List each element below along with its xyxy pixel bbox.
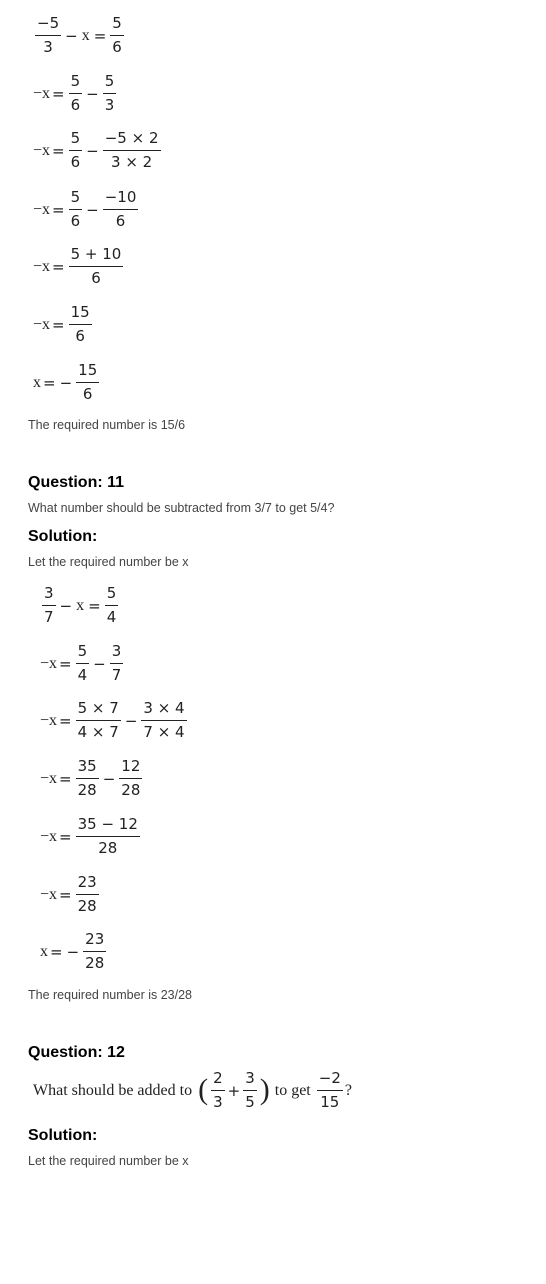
fraction [103, 74, 117, 113]
fraction-numerator: 5 [69, 190, 83, 210]
fraction [105, 586, 119, 625]
fraction-denominator: 28 [85, 954, 105, 972]
fraction-numerator: 3 [42, 586, 56, 606]
operator: = [52, 257, 65, 276]
operator: = [93, 26, 107, 45]
equation-lhs: −x [40, 711, 58, 729]
fraction [83, 932, 106, 971]
equation-lhs: −x [33, 315, 51, 333]
q12-fraction-c [317, 1071, 343, 1110]
fraction [110, 644, 124, 683]
fraction-denominator: 7 [111, 666, 122, 684]
equation-step [40, 586, 120, 625]
fraction-denominator: 7 [44, 608, 54, 626]
q12-solution-heading: Solution: [28, 1127, 98, 1144]
q11-solution-heading: Solution: [28, 528, 98, 545]
fraction-denominator: 3 × 2 [111, 153, 153, 171]
q12-fraction-a [211, 1071, 225, 1110]
fraction [69, 74, 83, 113]
operator: = [50, 942, 63, 961]
fraction-denominator: 3 [43, 38, 53, 56]
fraction-numerator: 5 [103, 74, 117, 94]
fraction-denominator: 6 [82, 385, 93, 403]
fraction [110, 16, 124, 55]
q12-fraction-a-num: 2 [211, 1071, 225, 1091]
equation-step [33, 305, 94, 344]
operator: = [59, 711, 72, 730]
operator: − [102, 769, 116, 788]
fraction-numerator: 3 × 4 [141, 701, 186, 721]
fraction-denominator: 6 [70, 153, 81, 171]
operator: − [59, 596, 73, 615]
fraction-denominator: 28 [77, 897, 97, 915]
fraction-denominator: 6 [70, 96, 81, 114]
q12-question-mid: to get [274, 1081, 311, 1099]
operator: − [86, 84, 99, 103]
operator: = [43, 373, 56, 392]
operator: − [124, 711, 138, 730]
fraction-denominator: 28 [98, 839, 118, 857]
q12-fraction-c-den: 15 [320, 1093, 340, 1111]
fraction [76, 363, 99, 402]
q12-question-end: ? [344, 1081, 352, 1099]
operator: = [52, 315, 65, 334]
operator: = [88, 596, 101, 615]
variable: x [81, 26, 90, 44]
fraction-denominator: 28 [121, 781, 141, 799]
equation-lhs: −x [33, 257, 51, 275]
fraction [141, 701, 186, 740]
q11-heading: Question: 11 [28, 474, 125, 491]
q12-paren-close: ) [259, 1072, 270, 1106]
operator: − [93, 654, 106, 673]
q12-heading: Question: 12 [28, 1044, 125, 1061]
equation-step [33, 16, 126, 55]
fraction [69, 305, 92, 344]
q12-question-pre: What should be added to [33, 1081, 193, 1099]
equation-lhs: −x [40, 885, 58, 903]
variable: x [76, 596, 85, 614]
fraction-numerator: 23 [76, 875, 99, 895]
operator: = [59, 885, 72, 904]
fraction-numerator: 5 × 7 [76, 701, 121, 721]
equation-lhs: −x [40, 827, 58, 845]
fraction-denominator: 6 [75, 327, 85, 345]
fraction-numerator: 15 [76, 363, 99, 383]
q12-fraction-b [243, 1071, 257, 1110]
fraction [119, 759, 142, 798]
equation-step [40, 701, 189, 740]
fraction [76, 701, 121, 740]
q12-paren-open: ( [198, 1072, 209, 1106]
equation-lhs: −x [33, 200, 51, 218]
fraction-numerator: 12 [119, 759, 142, 779]
fraction-numerator: 5 [69, 131, 83, 151]
prev-conclusion: The required number is 15/6 [28, 418, 186, 432]
fraction [76, 759, 99, 798]
equation-lhs: −x [40, 654, 58, 672]
fraction-denominator: 3 [104, 96, 115, 114]
fraction-denominator: 6 [115, 212, 126, 230]
equation-step [40, 644, 125, 683]
q12-plus: + [227, 1081, 241, 1100]
fraction-numerator: 35 − 12 [76, 817, 140, 837]
fraction-numerator: 15 [69, 305, 92, 325]
fraction [69, 131, 83, 170]
fraction-denominator: 28 [77, 781, 97, 799]
fraction-numerator: 23 [83, 932, 106, 952]
fraction-denominator: 4 [106, 608, 117, 626]
operator: = [59, 769, 72, 788]
fraction [76, 875, 99, 914]
equation-lhs: −x [33, 141, 51, 159]
equation-step [33, 190, 140, 229]
q12-question [33, 1071, 352, 1110]
q11-question: What number should be subtracted from 3/7 to get 5/4? [28, 501, 335, 515]
equation-step [40, 817, 142, 856]
fraction-numerator: 5 [69, 74, 83, 94]
operator: = [52, 200, 65, 219]
q11-conclusion: The required number is 23/28 [28, 988, 192, 1002]
equation-step [40, 875, 101, 914]
fraction-denominator: 4 [77, 666, 88, 684]
fraction [42, 586, 56, 625]
fraction [69, 190, 83, 229]
fraction-numerator: 5 [76, 644, 90, 664]
fraction-numerator: 5 + 10 [69, 247, 124, 267]
fraction-denominator: 6 [112, 38, 122, 56]
fraction [76, 644, 90, 683]
operator: = [59, 827, 72, 846]
fraction [76, 817, 140, 856]
fraction-denominator: 6 [91, 269, 101, 287]
q12-fraction-b-num: 3 [243, 1071, 257, 1091]
operator: − [65, 26, 78, 45]
fraction-denominator: 4 × 7 [77, 723, 119, 741]
q12-fraction-c-num: −2 [317, 1071, 343, 1091]
equation-step [40, 932, 108, 971]
q12-fraction-a-den: 3 [213, 1093, 223, 1111]
fraction-numerator: 3 [110, 644, 124, 664]
fraction-denominator: 6 [70, 212, 81, 230]
q12-intro: Let the required number be x [28, 1154, 189, 1168]
operator: = [59, 654, 72, 673]
fraction-numerator: −5 × 2 [103, 131, 161, 151]
equation-step [33, 74, 118, 113]
operator: − [66, 942, 80, 961]
operator: − [86, 141, 99, 160]
fraction-numerator: −10 [103, 190, 139, 210]
fraction-numerator: 5 [105, 586, 119, 606]
equation-step [40, 759, 144, 798]
fraction [103, 190, 139, 229]
operator: − [86, 200, 99, 219]
fraction-denominator: 7 × 4 [143, 723, 185, 741]
operator: = [52, 141, 65, 160]
q12-fraction-b-den: 5 [245, 1093, 255, 1111]
equation-step [33, 363, 101, 402]
q11-intro: Let the required number be x [28, 555, 189, 569]
equation-lhs: x [40, 942, 48, 960]
fraction [35, 16, 61, 55]
equation-lhs: −x [33, 84, 51, 102]
fraction-numerator: 5 [110, 16, 124, 36]
fraction [69, 247, 124, 286]
equation-step [33, 247, 125, 286]
fraction-numerator: 35 [76, 759, 99, 779]
operator: − [59, 373, 73, 392]
fraction [103, 131, 161, 170]
equation-lhs: x [33, 373, 41, 391]
fraction-numerator: −5 [35, 16, 61, 36]
operator: = [52, 84, 65, 103]
equation-step [33, 131, 163, 170]
equation-lhs: −x [40, 769, 58, 787]
